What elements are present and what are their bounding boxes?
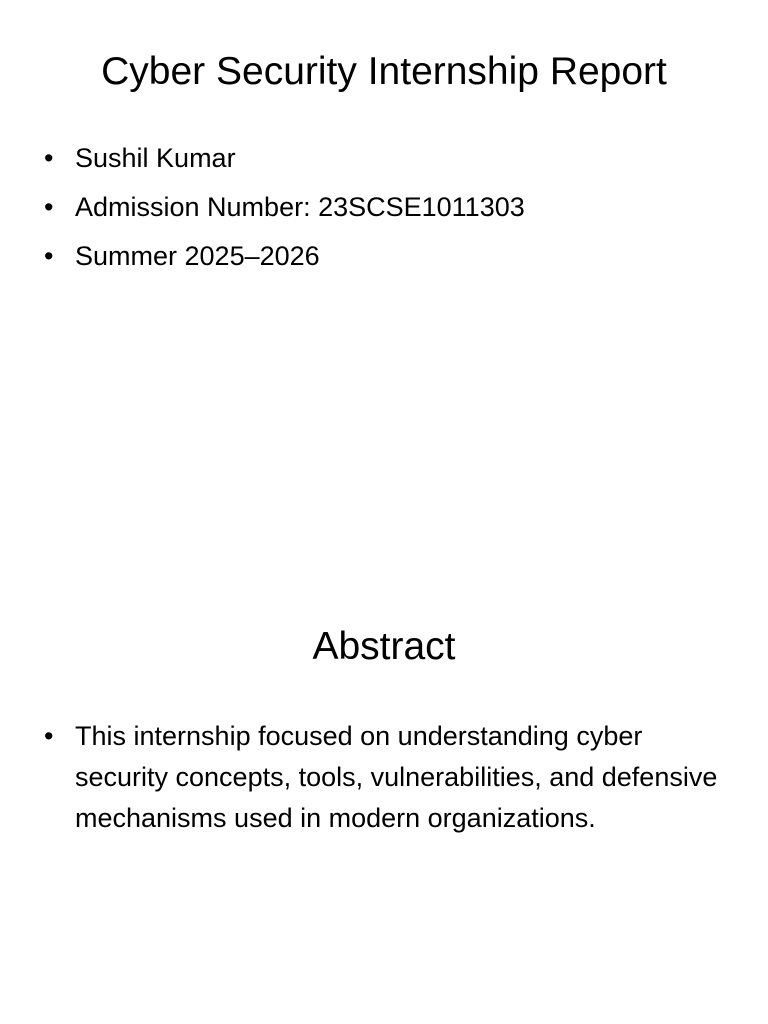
bullet-text: Admission Number: 23SCSE1011303: [75, 192, 525, 222]
bullet-item-abstract: [44, 716, 724, 839]
bullet-list: [44, 138, 724, 285]
bullet-dot-icon: •: [44, 143, 54, 173]
bullet-text: Summer 2025–2026: [75, 241, 320, 271]
bullet-dot-icon: •: [44, 192, 54, 222]
bullet-list: [44, 716, 724, 847]
slide-title: Abstract: [312, 625, 456, 668]
bullet-dot-icon: •: [44, 721, 54, 751]
bullet-item-admission: [44, 187, 724, 228]
abstract-slide: [0, 576, 768, 1024]
slide-title: Cyber Security Internship Report: [101, 50, 667, 93]
bullet-text: Sushil Kumar: [75, 143, 236, 173]
bullet-item-term: [44, 236, 724, 277]
bullet-text: This internship focused on understanding cyber security concepts, tools, vulnerabilities, and defensive mechanisms used in modern organizations.: [75, 721, 718, 833]
bullet-dot-icon: •: [44, 241, 54, 271]
bullet-item-name: [44, 138, 724, 179]
